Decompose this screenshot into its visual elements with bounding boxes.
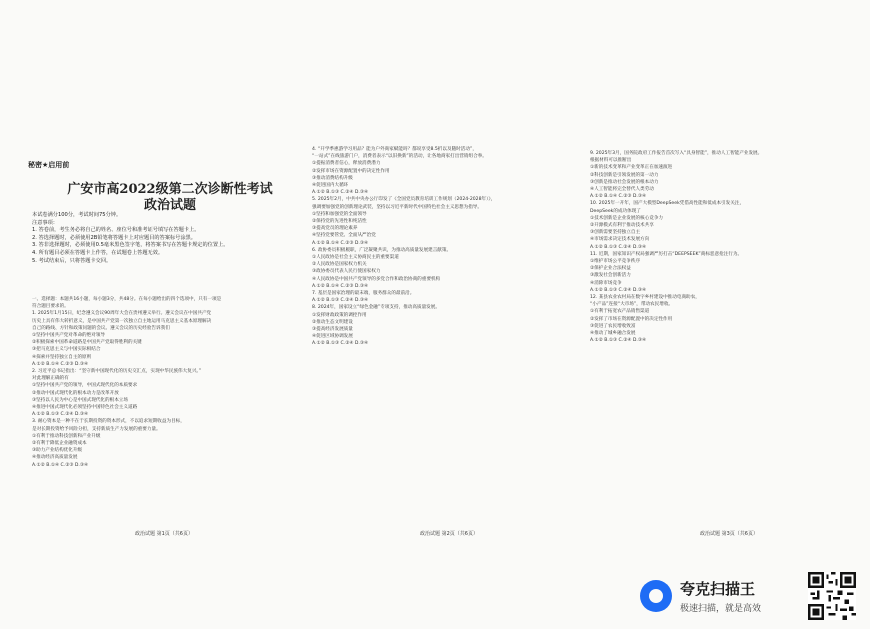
notice-title: 注意事项： (32, 219, 58, 226)
question-line: ③提高经济发展质量 (312, 327, 353, 333)
question-line: ②推动中国式现代化的根本动力是改革开放 (32, 390, 119, 396)
question-line: ④推动经济高质量发展 (32, 455, 78, 461)
question-line: ①人民政协是社会主义协商民主的重要渠道 (312, 255, 399, 261)
question-line: ②积极探索中国革命道路是中国共产党取得胜利的关键 (32, 340, 142, 346)
question-line: A.①② B.①③ C.②④ D.③④ (590, 287, 647, 293)
question-line: ②人民政协是国家权力机关 (312, 262, 367, 268)
question-line: 历史上具有伟大转折意义，是中国共产党第一次独立自主地运用马克思主义基本原理解决 (32, 318, 212, 324)
question-line: ③激发社会创新活力 (590, 273, 631, 279)
question-line: ①新的技术变革和产业变革正在加速演进 (590, 165, 673, 171)
question-line: ④促进国内大循环 (312, 183, 349, 189)
question-line: 11. 近期，国家知识产权局强调严厉打击“DEEPSEEK”商标恶意抢注行为。 (590, 251, 743, 257)
question-line: 根据材料可以推断出 (590, 158, 632, 164)
question-line: ②推动生态文明建设 (312, 319, 353, 325)
question-line: A.①② B.①④ C.②③ D.③④ (312, 283, 369, 289)
question-line: A.①② B.①③ C.②④ D.③④ (590, 338, 647, 344)
question-line: A.①② B.①③ C.②④ D.③④ (312, 190, 369, 196)
question-line: ③把马克思主义与中国实际相结合 (32, 347, 101, 353)
question-line: ①维护市场公平竞争秩序 (590, 259, 641, 265)
question-line: 自己的路线、方针和政策问题的会议。遵义会议的历史经验告诉我们 (32, 325, 170, 331)
question-line: “小产品”连接“大市场”，带动农民增收。 (590, 302, 674, 308)
question-line: 是对长期投资给予风险分担，支持新质生产力发展的重要力量。 (32, 426, 161, 432)
question-line: 对此理解正确的有 (32, 376, 69, 382)
question-line: ①坚持中国共产党的领导，中国式现代化的本质要求 (32, 383, 138, 389)
question-line: ④消除市场竞争 (590, 280, 622, 286)
question-line: ③坚持以人民为中心是中国式现代化的根本立场 (32, 397, 128, 403)
question-line: A.①② B.①④ C.②③ D.③④ (32, 361, 89, 367)
question-line: 强调要加强党的创新理论武装，坚持以习近平新时代中国特色社会主义思想为指导。 (312, 204, 482, 210)
question-line: 4. “开学季惠游学习用品？能为户外商家赋能吗？都说享受8.5折以及随时活动”， (312, 147, 477, 152)
question-line: ①有利于拓宽农产品销售渠道 (590, 309, 650, 315)
question-line: 6. 政协委员积极履职，广泛凝聚共识，为推动高质量发展建言献策。 (312, 247, 452, 253)
question-line: A.①② B.①④ C.②③ D.③④ (32, 462, 89, 468)
question-line: A.①② B.①④ C.②③ D.③④ (590, 194, 647, 200)
question-line: ③促进了农民增收致富 (590, 323, 636, 329)
question-line: 9. 2025年3月，国务院政府工作报告首次写入“具身智能”，推动人工智能产业发展。 (590, 151, 763, 156)
question-line: ④市场需求决定技术发展方向 (590, 237, 650, 243)
brand-name: 夸克扫描王 (680, 580, 756, 598)
question-line: “一站式”在线旅游门户，消费者表示“以旧换新”的活动，让各地商家打出营销组合拳。 (312, 154, 487, 160)
page3-questions (590, 150, 858, 532)
question-line: ③创新是推动社会发展的根本动力 (590, 179, 659, 185)
page1-footer: 政治试题 第1页（共6页） (135, 531, 193, 537)
question-line: ①提振消费者信心，释放消费潜力 (312, 161, 381, 167)
question-line: ④人工智能将完全替代人类劳动 (590, 187, 654, 193)
question-line: 3. 耐心资本是一种不在于长期投资的资本形式，不以追求短期收益为目标， (32, 419, 185, 425)
question-line: ③助力产业结构优化升级 (32, 448, 83, 454)
question-line: ②开源模式有利于推动技术共享 (590, 223, 654, 229)
question-line: 符合题目要求的。 (32, 304, 69, 310)
quark-scanner-logo-icon (640, 580, 672, 612)
question-line: ④坚持党要管党、全面从严治党 (312, 233, 376, 239)
question-line: ①坚持和加强党的全面领导 (312, 211, 367, 217)
question-line: ③提高党员的理论素养 (312, 226, 358, 232)
question-line: ④推进中国式现代化必须坚持中国特色社会主义道路 (32, 405, 138, 411)
question-line: ①技术创新是企业发展的核心竞争力 (590, 215, 664, 221)
page1-questions (32, 296, 300, 528)
question-line: ①发挥财政政策的调控作用 (312, 312, 367, 318)
exam-title: 广安市高2022级第二次诊断性考试 (67, 182, 273, 197)
question-line: 5. 2025年2月，中共中央办公厅印发了《全国党员教育培训工作规划（2024-2028年）》， (312, 197, 496, 203)
question-line: ②发挥了市场在资源配置中的决定性作用 (590, 316, 673, 322)
question-line: 2. 习近平总书记指出：“坚守新中国现代化的历史交汇点，实现中华民族伟大复兴。” (32, 369, 202, 375)
page3-footer: 政治试题 第3页（共6页） (700, 531, 758, 537)
question-line: 10. 2025年一开年，国产大模型DeepSeek凭借高性能和低成本引发关注， (590, 201, 745, 207)
question-line: 7. 基层是国家治理的最末端，服务群众的最前沿。 (312, 291, 415, 297)
question-line: 8. 2024年，国家设立“绿色金融”专项支持，推动高质量发展。 (312, 305, 440, 311)
question-line: 1. 2025年1月15日，纪念遵义会议90周年大会在贵州遵义举行。遵义会议在中国共产党 (32, 311, 212, 317)
exam-instructions (32, 212, 297, 265)
question-line: ②保护企业合法权益 (590, 266, 631, 272)
question-line: A.①② B.①③ C.②④ D.③④ (32, 412, 89, 418)
question-line: ④推动了城乡融合发展 (590, 331, 636, 337)
question-line: ④探索并坚持独立自主的原则 (32, 354, 92, 360)
question-line: ①有利于推动科技创新和产业升级 (32, 433, 101, 439)
question-line: A.①② B.①④ C.②③ D.③④ (312, 240, 369, 246)
notice-item: 3. 答非选择题时，必须使用0.5毫米黑色签字笔，将答案书写在答题卡规定的位置上。 (32, 242, 229, 249)
question-line: ①坚持中国共产党对革命的绝对领导 (32, 333, 106, 339)
question-line: 一、选择题：本题共16小题，每小题3分，共48分。在每小题给出的四个选项中，只有一项是 (32, 297, 222, 302)
notice-item: 2. 答选择题时，必须使用2B铅笔将答题卡上对应题目的答案标号涂黑。 (32, 234, 196, 241)
confidential-label: 秘密★启用前 (28, 161, 70, 169)
question-line: ④促进区域协调发展 (312, 334, 353, 340)
subject-title: 政治试题 (143, 198, 196, 213)
question-line: 12. 某县农业农村局在数字乡村建设中推动电商助农， (590, 295, 700, 301)
notice-item: 1. 答卷前，考生务必将自己的姓名、座位号和准考证号填写在答题卡上。 (32, 227, 200, 234)
question-line: ④人民政协是中国共产党领导的多党合作和政治协商的重要机构 (312, 276, 441, 282)
question-line: DeepSeek的成功体现了 (590, 208, 641, 214)
question-line: ②发挥市场在资源配置中的决定性作用 (312, 168, 390, 174)
score-info: 本试卷满分100分，考试时间75分钟。 (32, 212, 122, 218)
scanner-watermark (640, 578, 761, 614)
page2-footer: 政治试题 第2页（共6页） (420, 531, 478, 537)
qr-code-icon (808, 572, 856, 620)
question-line: ③推动消费结构升级 (312, 175, 353, 181)
question-line: A.①② B.①③ C.②④ D.③④ (312, 341, 369, 347)
notice-item: 4. 所有题目必须在答题卡上作答，在试题卷上答题无效。 (32, 249, 164, 256)
question-line: ②保持党的先进性和纯洁性 (312, 219, 367, 225)
question-line: ③创新需要坚持独立自主 (590, 230, 641, 236)
brand-slogan: 极速扫描，就是高效 (680, 604, 762, 614)
page2-questions (312, 146, 580, 532)
question-line: ②有利于降低企业融资成本 (32, 441, 87, 447)
question-line: ③政协委员代表人民行使国家权力 (312, 269, 381, 275)
question-line: A.①② B.①③ C.②④ D.③④ (312, 298, 369, 304)
question-line: ②科技创新是引领发展的第一动力 (590, 172, 659, 178)
question-line: A.①② B.①③ C.②④ D.③④ (590, 244, 647, 250)
notice-item: 5. 考试结束后，只将答题卡交回。 (32, 257, 112, 264)
